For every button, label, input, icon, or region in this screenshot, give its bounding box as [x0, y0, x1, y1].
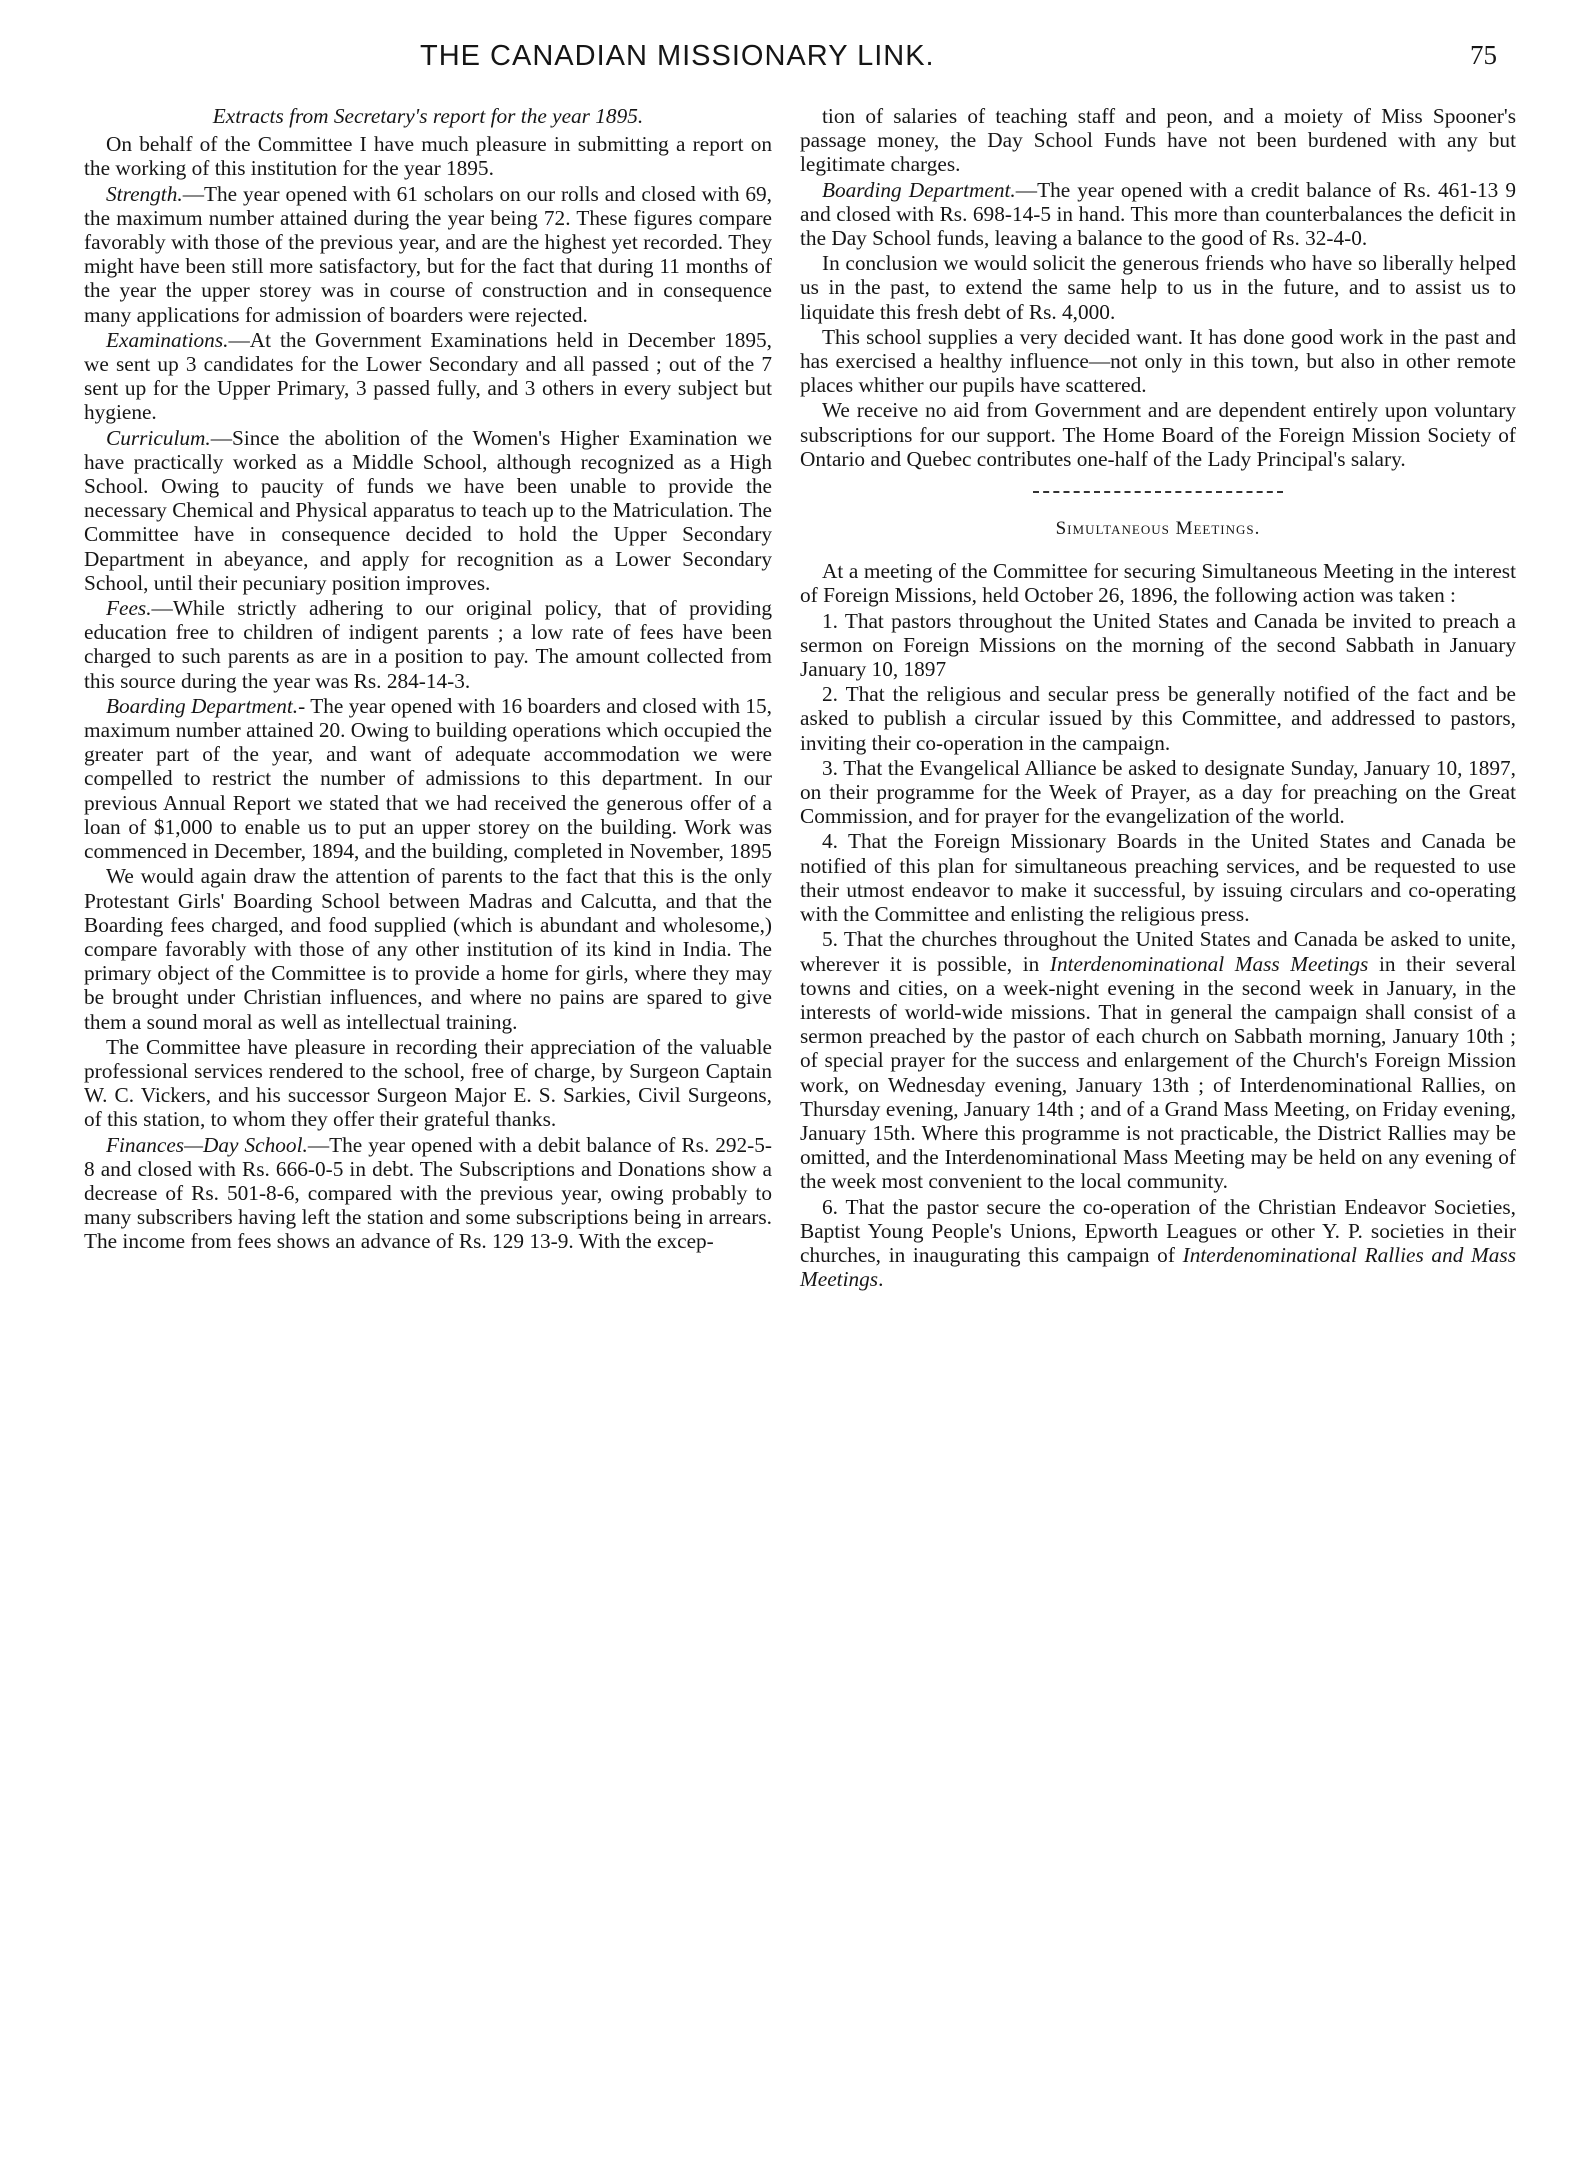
italic-phrase: Interdenominational Rallies and Mass Meetings [800, 1242, 1517, 1292]
right-paragraphs [800, 104, 1516, 471]
report-paragraph [84, 864, 772, 1033]
paragraph-text: —The year opened with a credit balance of Rs. 461-13 9 and closed with Rs. 698-14-5 in hand. This more than counterbalances the deficit in the Day School funds, leaving a balance to the good of Rs. 32-4-0. [800, 177, 1517, 251]
report-paragraph [800, 325, 1516, 398]
paragraph-text: —At the Government Examinations held in December 1895, we sent up 3 candidates for the Lower Secondary and all passed ; out of the 7 sent up for the Upper Primary, 3 passed fully, and 3 others in every subject but hygiene. [84, 327, 772, 425]
left-paragraphs [84, 132, 772, 1253]
paragraph-lead: Fees. [106, 596, 152, 621]
paragraph-text: 3. That the Evangelical Alliance be asked to designate Sunday, January 10, 1897, on their programme for the Week of Prayer, as a day for preaching on the Great Commission, and for prayer for the evangelization of the world. [800, 755, 1516, 829]
resolution-item [800, 927, 1516, 1193]
report-paragraph [84, 1133, 772, 1254]
report-paragraph [84, 694, 772, 863]
paragraph-lead: Boarding Department. [106, 693, 299, 718]
report-paragraph [84, 132, 772, 180]
paragraph-text: 6. That the pastor secure the co-operation of the Christian Endeavor Societies, Baptist Young People's Unions, Epworth Leagues or other Y. P. societies in their churches, in inaugurating this campaign of [800, 1194, 1516, 1267]
paragraph-lead: Finances—Day School. [106, 1132, 308, 1157]
paragraph-text: We receive no aid from Government and are dependent entirely upon voluntary subscriptions for our support. The Home Board of the Foreign Mission Society of Ontario and Quebec contributes one-half of the Lady Principal's salary. [800, 398, 1516, 471]
paragraph-lead: Examinations. [106, 327, 229, 352]
paragraph-text: The Committee have pleasure in recording their appreciation of the valuable professional services rendered to the school, free of charge, by Surgeon Captain W. C. Vickers, and his successor Surgeon Major E. S. Sarkies, Civil Surgeons, of this station, to whom they offer their grateful thanks. [84, 1034, 772, 1132]
resolution-item [800, 609, 1516, 682]
report-paragraph [84, 328, 772, 425]
paragraph-text: —The year opened with a debit balance of Rs. 292-5-8 and closed with Rs. 666-0-5 in debt. The Subscriptions and Donations show a decrease of Rs. 501-8-6, compared with the previous year, owing probably to many subscribers having left the station and some subscriptions being in arrears. The income from fees shows an advance of Rs. 129 13-9. With the excep- [84, 1132, 772, 1254]
resolution-item [800, 756, 1516, 829]
report-paragraph [84, 426, 772, 595]
left-column [84, 104, 772, 1255]
report-paragraph [800, 251, 1516, 324]
report-paragraph [84, 182, 772, 327]
report-paragraph [84, 1035, 772, 1132]
paragraph-text: We would again draw the attention of parents to the fact that this is the only Protestant Girls' Boarding School between Madras and Calcutta, and that the Boarding fees charged, and food supplied (which is abundant and wholesome,) compare favorably with those of any other institution of its kind in India. The primary object of the Committee is to provide a home for girls, where they may be brought under Christian influences, and where no pains are spared to give them a sound moral as well as intellectual training. [84, 864, 772, 1034]
running-head [0, 40, 1593, 80]
resolution-item [800, 682, 1516, 755]
paragraph-text: tion of salaries of teaching staff and peon, and a moiety of Miss Spooner's passage money, the Day School Funds have not been burdened with any but legitimate charges. [800, 104, 1516, 177]
resolution-list [800, 609, 1516, 1292]
report-paragraph [800, 398, 1516, 471]
italic-phrase: Interdenominational Mass Meetings [1049, 951, 1369, 976]
section-intro: At a meeting of the Committee for securing Simultaneous Meeting in the interest of Foreign Missions, held October 26, 1896, the following action was taken : [800, 559, 1516, 608]
paragraph-text: 2. That the religious and secular press be generally notified of the fact and be asked to publish a circular issued by this Committee, and addressed to pastors, inviting their co-operation in the campaign. [800, 682, 1516, 755]
section-divider [1033, 491, 1283, 493]
page-number: 75 [1470, 40, 1497, 70]
paragraph-lead: Curriculum. [106, 425, 211, 450]
paragraph-text: - The year opened with 16 boarders and closed with 15, maximum number attained 20. Owing to building operations which occupied the greater part of the year, and want of adequate accommodation we were compelled to restrict the number of admissions to this department. In our previous Annual Report we stated that we had received the generous offer of a loan of $1,000 to enable us to put an upper storey on the building. Work was commenced in December, 1894, and the building, completed in November, 1895 [84, 693, 773, 864]
paragraph-text: This school supplies a very decided want. It has done good work in the past and has exercised a healthy influence—not only in this town, but also in other remote places whither our pupils have scattered. [800, 324, 1516, 398]
resolution-item [800, 1195, 1516, 1292]
paragraph-lead: Strength. [106, 181, 183, 206]
publication-title: THE CANADIAN MISSIONARY LINK. [420, 40, 935, 72]
section-heading: Simultaneous Meetings. [1055, 518, 1261, 540]
paragraph-text: 4. That the Foreign Missionary Boards in the United States and Canada be notified of this plan for simultaneous preaching services, and be requested to use their utmost endeavor to make it successful, by issuing circulars and co-operating with the Committee and enlisting the religious press. [800, 829, 1516, 927]
paragraph-text: in their several towns and cities, on a week-night evening in the second week in January, in the interests of world-wide missions. That in general the campaign shall consist of a sermon preached by the pastor of each church on Sabbath morning, January 10th ; of special prayer for the success and enlargement of the Church's Foreign Mission work, on Wednesday evening, January 13th ; of Interdenominational Rallies, on Thursday evening, January 14th ; and of a Grand Mass Meeting, on Friday evening, January 15th. Where this programme is not practicable, the District Rallies may be omitted, and the Interdenominational Mass Meeting may be held on any evening of the week most convenient to the local community. [800, 951, 1516, 1194]
paragraph-text: On behalf of the Committee I have much pleasure in submitting a report on the working of this institution for the year 1895. [84, 132, 772, 181]
paragraph-text: In conclusion we would solicit the generous friends who have so liberally helped us in the past, to extend the same help to us in the future, and to assist us to liquidate this fresh debt of Rs. 4,000. [800, 251, 1516, 324]
report-paragraph [800, 104, 1516, 177]
paragraph-text: —The year opened with 61 scholars on our rolls and closed with 69, the maximum number attained during the year being 72. These figures compare favorably with those of the previous year, and are the highest yet recorded. They might have been still more satisfactory, but for the fact that during 11 months of the year the upper storey was in course of construction and in consequence many applications for admission of boarders were rejected. [84, 181, 772, 327]
report-paragraph [84, 596, 772, 693]
report-paragraph [800, 178, 1516, 251]
right-column [800, 104, 1516, 1292]
paragraph-text: . [878, 1267, 884, 1292]
paragraph-text: —Since the abolition of the Women's Higher Examination we have practically worked as a Middle School, although recognized as a High School. Owing to paucity of funds we have been unable to provide the necessary Chemical and Physical apparatus to teach up to the Matriculation. The Committee have in consequence decided to hold the Upper Secondary Department in abeyance, and apply for recognition as a Lower Secondary School, until their pecuniary position improves. [84, 425, 772, 595]
resolution-item [800, 829, 1516, 926]
paragraph-lead: Boarding Department. [822, 177, 1016, 202]
paragraph-text: 1. That pastors throughout the United States and Canada be invited to preach a sermon on Foreign Missions on the morning of the second Sabbath in January January 10, 1897 [800, 608, 1516, 682]
paragraph-text: —While strictly adhering to our original policy, that of providing education free to children of indigent parents ; a low rate of fees have been charged to such parents as are in a position to pay. The amount collected from this source during the year was Rs. 284-14-3. [84, 596, 772, 693]
report-heading: Extracts from Secretary's report for the year 1895. [212, 104, 644, 128]
paragraph-text: 5. That the churches throughout the United States and Canada be asked to unite, wherever it is possible, in [800, 927, 1516, 976]
